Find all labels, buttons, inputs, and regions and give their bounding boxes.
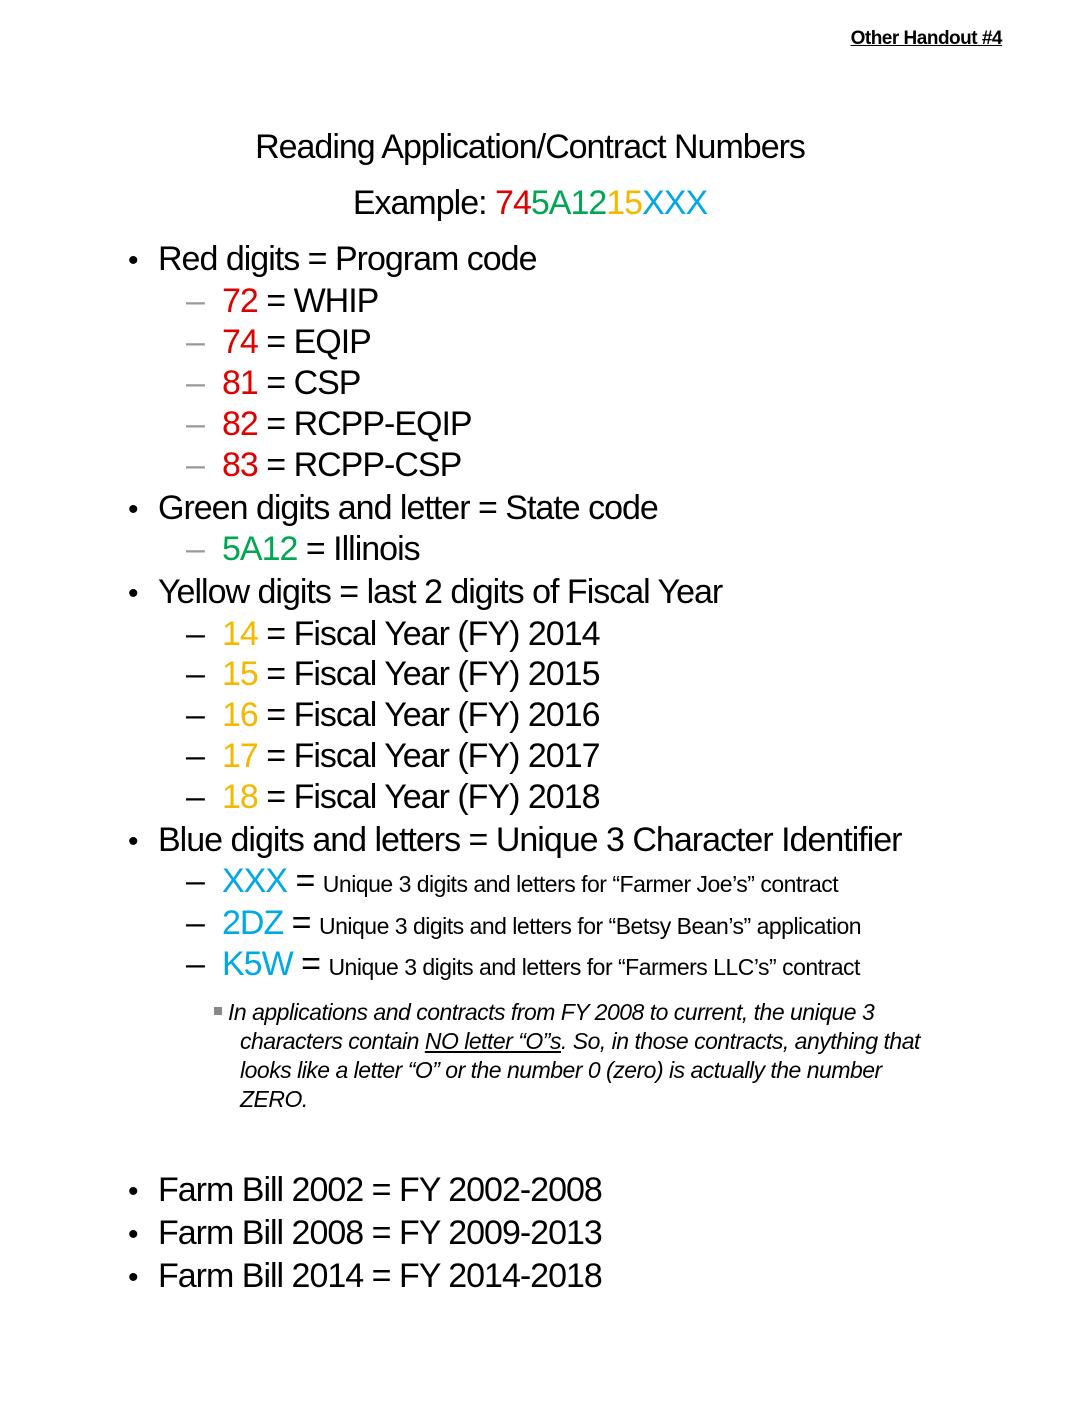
fiscal-desc: = Fiscal Year (FY) 2017 (257, 737, 600, 775)
dash-icon: – (186, 615, 204, 653)
dash-icon: – (186, 282, 204, 320)
handout-label: Other Handout #4 (850, 28, 1002, 49)
unique-desc: Unique 3 digits and letters for “Farmers LLC’s” contract (328, 954, 860, 980)
fiscal-item (186, 615, 600, 654)
example-state-code: 5A12 (530, 184, 607, 222)
program-name: = CSP (257, 364, 361, 402)
note-text: characters contain (240, 1028, 425, 1054)
dash-icon: – (186, 323, 204, 361)
fiscal-desc: = Fiscal Year (FY) 2015 (257, 655, 600, 693)
fiscal-code: 16 (222, 696, 258, 734)
unique-desc: Unique 3 digits and letters for “Farmer Joe’s” contract (322, 871, 839, 897)
program-code: 82 (222, 405, 258, 443)
dash-icon: – (186, 655, 204, 693)
dash-icon: – (186, 530, 204, 568)
state-item (186, 530, 420, 569)
dash-icon: – (186, 696, 204, 734)
bullet-dot-icon: • (128, 1261, 138, 1294)
note-line-3: looks like a letter “O” or the number 0 (zero) is actually the number (240, 1057, 882, 1083)
bullet-program-code (128, 240, 536, 279)
unique-code: XXX (222, 862, 288, 900)
farm-bill-text: Farm Bill 2008 = FY 2009-2013 (158, 1214, 602, 1252)
bullet-dot-icon: • (128, 577, 138, 610)
bullet-farm-bill (128, 1214, 602, 1253)
program-name: = EQIP (257, 323, 371, 361)
note-line-4: ZERO. (240, 1086, 308, 1112)
bullet-unique-id (128, 821, 902, 860)
program-code: 72 (222, 282, 258, 320)
unique-code: 2DZ (222, 904, 284, 942)
program-item (186, 405, 472, 444)
dash-icon: – (186, 945, 204, 983)
example-fiscal-year: 15 (606, 184, 643, 222)
note-text: . So, in those contracts, anything that (560, 1028, 920, 1054)
fiscal-item (186, 655, 600, 694)
program-name: = RCPP-CSP (257, 446, 462, 484)
fiscal-desc: = Fiscal Year (FY) 2018 (257, 778, 600, 816)
dash-icon: – (186, 904, 204, 942)
state-code: 5A12 (222, 530, 298, 568)
dash-icon: – (186, 405, 204, 443)
fiscal-code: 15 (222, 655, 258, 693)
example-unique-id: XXX (642, 184, 708, 222)
bullet-farm-bill (128, 1171, 602, 1210)
program-item (186, 282, 378, 321)
fiscal-item (186, 778, 600, 817)
program-item (186, 446, 461, 485)
bullet-dot-icon: • (128, 1175, 138, 1208)
page-title: Reading Application/Contract Numbers (255, 128, 805, 166)
bullet-fiscal-year (128, 573, 722, 612)
fiscal-item (186, 737, 600, 776)
unique-desc: Unique 3 digits and letters for “Betsy Bean’s” application (318, 913, 862, 939)
fiscal-desc: = Fiscal Year (FY) 2014 (257, 615, 600, 653)
state-heading: Green digits and letter = State code (158, 489, 658, 527)
program-code: 81 (222, 364, 258, 402)
program-code: 74 (222, 323, 258, 361)
bullet-dot-icon: • (128, 825, 138, 858)
farm-bill-text: Farm Bill 2002 = FY 2002-2008 (158, 1171, 602, 1209)
unique-item (186, 904, 861, 943)
unique-equals: = (283, 904, 319, 942)
bullet-dot-icon: • (128, 493, 138, 526)
example-line (0, 184, 1060, 223)
dash-icon: – (186, 778, 204, 816)
unique-heading: Blue digits and letters = Unique 3 Character Identifier (158, 821, 902, 859)
unique-item (186, 945, 860, 984)
unique-equals: = (287, 862, 323, 900)
program-code: 83 (222, 446, 258, 484)
square-bullet-icon (214, 1007, 222, 1015)
example-prefix: Example: (352, 184, 496, 222)
unique-equals: = (292, 945, 329, 983)
bullet-dot-icon: • (128, 244, 138, 277)
bullet-farm-bill (128, 1257, 602, 1296)
program-heading: Red digits = Program code (158, 240, 537, 278)
bullet-dot-icon: • (128, 1218, 138, 1251)
example-program-code: 74 (495, 184, 531, 222)
unique-item (186, 862, 838, 901)
note-line-1: In applications and contracts from FY 2008 to current, the unique 3 (228, 999, 875, 1025)
fiscal-code: 14 (222, 615, 258, 653)
unique-note (214, 998, 974, 1114)
unique-code: K5W (222, 945, 293, 983)
state-name: = Illinois (297, 530, 420, 568)
dash-icon: – (186, 737, 204, 775)
dash-icon: – (186, 364, 204, 402)
fiscal-item (186, 696, 600, 735)
note-line-2 (214, 1027, 974, 1056)
fiscal-desc: = Fiscal Year (FY) 2016 (257, 696, 600, 734)
bullet-state-code (128, 489, 658, 528)
dash-icon: – (186, 862, 204, 900)
program-name: = WHIP (257, 282, 379, 320)
dash-icon: – (186, 446, 204, 484)
program-name: = RCPP-EQIP (257, 405, 472, 443)
note-emphasis: NO letter “O”s (424, 1028, 561, 1054)
program-item (186, 323, 371, 362)
fiscal-heading: Yellow digits = last 2 digits of Fiscal Year (158, 573, 723, 611)
fiscal-code: 17 (222, 737, 258, 775)
fiscal-code: 18 (222, 778, 258, 816)
farm-bill-text: Farm Bill 2014 = FY 2014-2018 (158, 1257, 602, 1295)
program-item (186, 364, 361, 403)
